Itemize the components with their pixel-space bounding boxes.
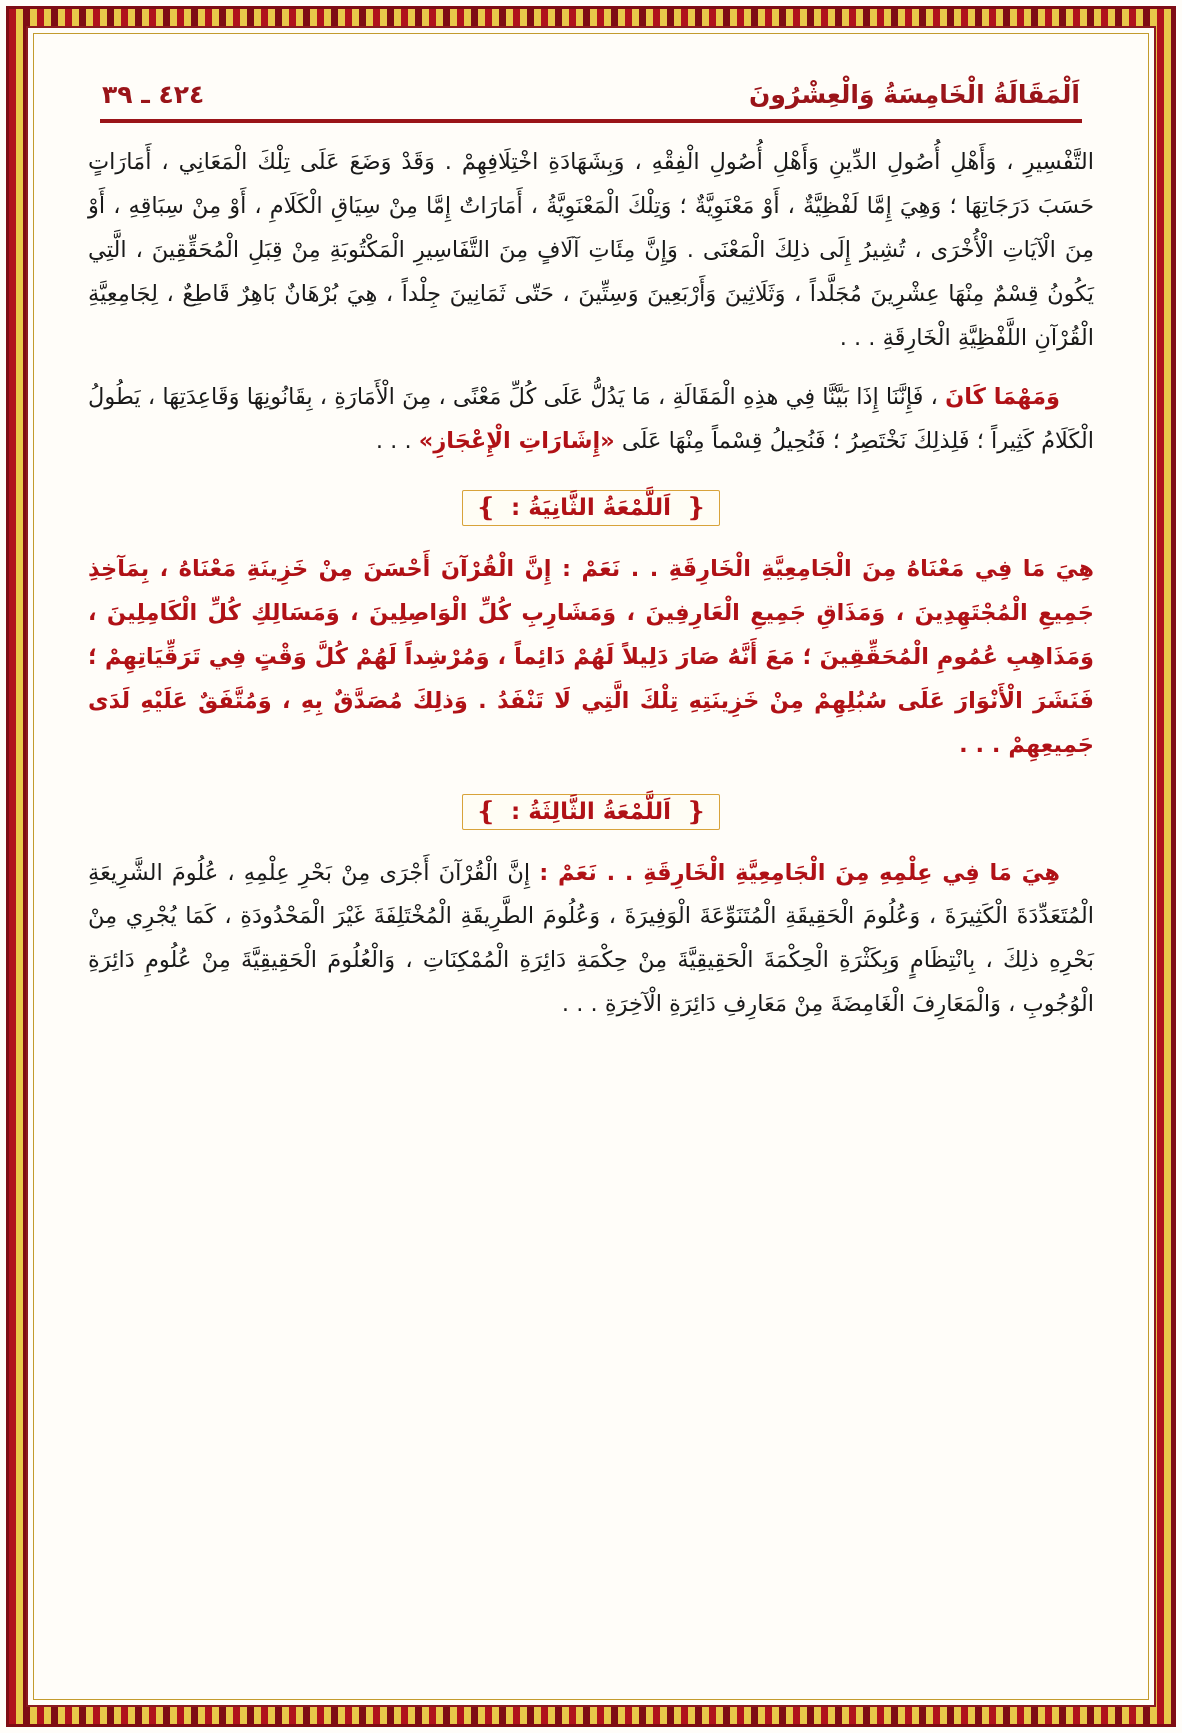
body-text xyxy=(74,141,1108,1027)
paragraph-4-lead: هِيَ مَا فِي عِلْمِهِ مِنَ الْجَامِعِيَّةِ الْخَارِقَةِ . . نَعَمْ : xyxy=(539,859,1060,886)
page-number: ٤٢٤ ـ ٣٩ xyxy=(102,80,205,109)
ornament-left-icon: ❴ xyxy=(685,493,707,524)
paragraph-2 xyxy=(88,376,1094,464)
page-header xyxy=(74,64,1108,113)
paragraph-1: التَّفْسِيرِ ، وَأَهْلِ أُصُولِ الدِّينِ وَأَهْلِ أُصُولِ الْفِقْهِ ، وَبِشَهَادَةِ اخْتِلَافِهِمْ . وَقَدْ وَضَعَ عَلَى تِلْكَ الْمَعَانِي ، أَمَارَاتٍ حَسَبَ دَرَجَاتِهَا ؛ وَهِيَ إِمَّا لَفْظِيَّةٌ ، أَوْ مَعْنَوِيَّةٌ ؛ وَتِلْكَ الْمَعْنَوِيَّةُ ، أَمَارَاتٌ إِمَّا مِنْ سِيَاقِ الْكَلَامِ ، أَوْ مِنْ سِبَاقِهِ ، أَوْ مِنَ الْآيَاتِ الْأُخْرَى ، تُشِيرُ إِلَى ذلِكَ الْمَعْنَى . وَإِنَّ مِئَاتِ آلَافٍ مِنَ التَّفَاسِيرِ الْمَكْتُوبَةِ مِنْ قِبَلِ الْمُحَقِّقِينَ ، الَّتِي يَكُونُ قِسْمٌ مِنْهَا عِشْرِينَ مُجَلَّداً ، وَثَلَاثِينَ وَأَرْبَعِينَ وَسِتِّينَ ، حَتّى ثَمَانِينَ جِلْداً ، هِيَ بُرْهَانٌ بَاهِرٌ قَاطِعٌ ، لِجَامِعِيَّةِ الْقُرْآنِ اللَّفْظِيَّةِ الْخَارِقَةِ . . . xyxy=(88,149,1094,351)
heading-2-text: اَللَّمْعَةُ الثَّانِيَةُ : xyxy=(511,495,671,522)
heading-3-text: اَللَّمْعَةُ الثَّالِثَةُ : xyxy=(511,798,671,825)
paragraph-2-rest: ، فَإِنَّنَا إِذَا بَيَّنَّا فِي هذِهِ الْمَقَالَةِ ، مَا يَدُلُّ عَلَى كُلِّ مَعْنًى ، مِنَ الْأَمَارَةِ ، بِقَانُونِهَا وَقَاعِدَتِهَا ، يَطُولُ الْكَلَامُ كَثِيراً ؛ فَلِذلِكَ نَخْتَصِرُ ؛ فَنُحِيلُ قِسْماً مِنْهَا عَلَى xyxy=(88,384,1094,455)
paragraph-2-lead: وَمَهْمَا كَانَ xyxy=(945,384,1061,411)
section-heading-second xyxy=(88,490,1094,526)
page-title: اَلْمَقَالَةُ الْخَامِسَةُ وَالْعِشْرُونَ xyxy=(749,80,1080,109)
section-heading-third xyxy=(88,794,1094,830)
paragraph-3: هِيَ مَا فِي مَعْنَاهُ مِنَ الْجَامِعِيَّةِ الْخَارِقَةِ . . نَعَمْ : إِنَّ الْقُرْآنَ أَحْسَنَ مِنْ خَزِينَةِ مَعْنَاهُ ، بِمَآخِذِ جَمِيعِ الْمُجْتَهِدِينَ ، وَمَذَاقِ جَمِيعِ الْعَارِفِينَ ، وَمَشَارِبِ كُلِّ الْوَاصِلِينَ ، وَمَسَالِكِ كُلِّ الْكَامِلِينَ ، وَمَذَاهِبِ عُمُومِ الْمُحَقِّقِينَ ؛ مَعَ أَنَّهُ صَارَ دَلِيلاً لَهُمْ دَائِماً ، وَمُرْشِداً لَهُمْ كُلَّ وَقْتٍ فِي تَرَقِّيَاتِهِمْ ؛ فَنَشَرَ الْأَنْوَارَ عَلَى سُبُلِهِمْ مِنْ خَزِينَتِهِ تِلْكَ الَّتِي لَا تَنْفَدُ . وَذلِكَ مُصَدَّقٌ بِهِ ، وَمُتَّفَقٌ عَلَيْهِ لَدَى جَمِيعِهِمْ . . . xyxy=(88,556,1094,758)
paragraph-2-dots: . . . xyxy=(375,428,419,455)
paragraph-2-reference: «إِشَارَاتِ الْإِعْجَازِ» xyxy=(418,428,615,455)
ornament-right-icon: ❵ xyxy=(475,796,497,827)
paragraph-4-rest: إِنَّ الْقُرْآنَ أَجْرَى مِنْ بَحْرِ عِلْمِهِ ، عُلُومَ الشَّرِيعَةِ الْمُتَعَدِّدَةَ الْكَثِيرَةَ ، وَعُلُومَ الْحَقِيقَةِ الْمُتَنَوِّعَةَ الْوَفِيرَةَ ، وَعُلُومَ الطَّرِيقَةِ الْمُخْتَلِفَةَ غَيْرَ الْمَحْدُودَةِ ، كَمَا يُجْرِي مِنْ بَحْرِهِ ذلِكَ ، بِانْتِظَامٍ وَبِكَثْرَةِ الْحِكْمَةَ الْحَقِيقِيَّةَ مِنْ حِكْمَةِ دَائِرَةِ الْمُمْكِنَاتِ ، وَالْعُلُومَ الْحَقِيقِيَّةَ مِنْ عُلُومِ دَائِرَةِ الْوُجُوبِ ، وَالْمَعَارِفَ الْغَامِضَةَ مِنْ مَعَارِفِ دَائِرَةِ الْآخِرَةِ . . . xyxy=(88,859,1094,1018)
ornament-right-icon: ❵ xyxy=(475,493,497,524)
heading-badge xyxy=(462,490,720,526)
heading-badge xyxy=(462,794,720,830)
page-content xyxy=(44,44,1138,1689)
header-rule xyxy=(100,119,1082,123)
ornament-left-icon: ❴ xyxy=(685,796,707,827)
paragraph-4 xyxy=(88,852,1094,1028)
